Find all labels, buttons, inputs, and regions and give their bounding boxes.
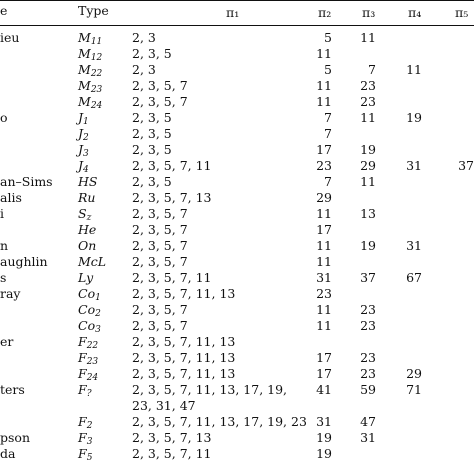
pi1-cell: 2, 3, 5, 7, 11 [132, 270, 212, 285]
type-subscript: 2 [83, 133, 89, 143]
pi2-cell: 11 [316, 206, 332, 221]
pi1-cell: 2, 3, 5, 7, 11, 13 [132, 286, 236, 301]
type-cell: $Co_1$ [78, 286, 101, 303]
type-subscript: z [86, 213, 92, 223]
pi2-cell: 11 [316, 94, 332, 109]
pi2-cell: 11 [316, 318, 332, 333]
pi3-cell: 23 [360, 94, 376, 109]
pi4-cell: 31 [406, 238, 422, 253]
type-cell: $J_3$ [78, 142, 89, 159]
pi2-cell: 23 [316, 286, 332, 301]
type-subscript: 3 [86, 437, 93, 447]
type-subscript: 23 [86, 357, 99, 367]
type-subscript: 22 [86, 341, 99, 351]
group-name-cell: pson [0, 430, 30, 445]
group-name-cell: ieu [0, 30, 20, 45]
pi2-cell: 11 [316, 254, 332, 269]
type-cell: $F_?$ [78, 382, 92, 399]
type-cell: $F_2$ [78, 414, 93, 431]
pi2-cell: 31 [316, 414, 332, 429]
pi3-cell: 11 [360, 110, 376, 125]
type-subscript: 24 [86, 373, 99, 383]
top-rule [0, 0, 474, 1]
pi1-cell: 2, 3, 5, 7, 11, 13 [132, 334, 236, 349]
pi2-cell: 17 [316, 142, 332, 157]
pi3-cell: 7 [368, 62, 376, 77]
header-pi4: π₄ [408, 5, 422, 20]
pi4-cell: 31 [406, 158, 422, 173]
type-cell: $M_{23}$ [78, 78, 103, 95]
type-cell: $Co_2$ [78, 302, 101, 319]
pi1-cell: 2, 3 [132, 30, 156, 45]
group-name-cell: er [0, 334, 14, 349]
type-subscript: 1 [83, 117, 89, 127]
pi2-cell: 5 [324, 30, 332, 45]
pi2-cell: 5 [324, 62, 332, 77]
type-subscript: 12 [90, 53, 103, 63]
type-subscript: 1 [95, 293, 101, 303]
pi1-cell: 2, 3, 5, 7, 13 [132, 190, 212, 205]
type-subscript: 3 [83, 149, 89, 159]
header-pi5: π₅ [455, 5, 469, 20]
type-cell: McL [78, 254, 107, 269]
pi3-cell: 11 [360, 174, 376, 189]
type-subscript: 3 [95, 325, 101, 335]
group-name-cell: da [0, 446, 16, 461]
group-name-cell: n [0, 238, 9, 253]
header-pi3: π₃ [362, 5, 376, 20]
pi3-cell: 11 [360, 30, 376, 45]
type-cell: $S_z$ [78, 206, 92, 223]
pi2-cell: 17 [316, 222, 332, 237]
type-cell: On [78, 238, 97, 253]
type-cell: $M_{12}$ [78, 46, 103, 63]
pi1-cell: 2, 3, 5, 7 [132, 302, 188, 317]
pi5-cell: 37 [458, 158, 474, 173]
pi4-cell: 19 [406, 110, 422, 125]
pi2-cell: 11 [316, 238, 332, 253]
pi3-cell: 23 [360, 302, 376, 317]
type-subscript: 4 [83, 165, 89, 175]
type-subscript: 5 [86, 453, 93, 463]
pi2-cell: 31 [316, 270, 332, 285]
header-type: Type [78, 3, 109, 18]
type-subscript: 23 [90, 85, 103, 95]
pi2-cell: 7 [324, 126, 332, 141]
pi2-cell: 7 [324, 110, 332, 125]
type-cell: HS [78, 174, 98, 189]
type-cell: Ly [78, 270, 94, 285]
type-cell: $J_1$ [78, 110, 89, 127]
group-name-cell: i [0, 206, 4, 221]
type-cell: $F_{22}$ [78, 334, 99, 351]
header-rule [0, 25, 474, 26]
type-cell: $J_2$ [78, 126, 89, 143]
pi1-cell: 2, 3, 5, 7, 11, 13, 17, 19, [132, 382, 288, 397]
group-name-cell: ters [0, 382, 25, 397]
pi4-cell: 71 [406, 382, 422, 397]
pi3-cell: 23 [360, 318, 376, 333]
type-cell: He [78, 222, 97, 237]
pi2-cell: 7 [324, 174, 332, 189]
pi1-cell: 2, 3, 5, 7, 11, 13 [132, 366, 236, 381]
type-cell: Ru [78, 190, 96, 205]
pi1-cell: 2, 3, 5 [132, 110, 172, 125]
header-group: e [0, 3, 8, 18]
pi1-cell: 2, 3, 5, 7 [132, 78, 188, 93]
pi4-cell: 29 [406, 366, 422, 381]
pi3-cell: 23 [360, 78, 376, 93]
pi1-cell: 2, 3, 5, 7, 11, 13 [132, 350, 236, 365]
pi3-cell: 19 [360, 238, 376, 253]
pi1-cell: 2, 3, 5, 7 [132, 222, 188, 237]
pi1-cell-continued: 23, 31, 47 [132, 398, 196, 413]
pi2-cell: 19 [316, 430, 332, 445]
type-subscript: ? [86, 389, 92, 399]
type-cell: $J_4$ [78, 158, 89, 175]
type-cell: $M_{11}$ [78, 30, 103, 47]
pi2-cell: 11 [316, 46, 332, 61]
header-pi1: π₁ [226, 5, 240, 20]
group-name-cell: alis [0, 190, 22, 205]
pi1-cell: 2, 3, 5, 7 [132, 206, 188, 221]
group-name-cell: an–Sims [0, 174, 53, 189]
pi2-cell: 17 [316, 366, 332, 381]
pi3-cell: 37 [360, 270, 376, 285]
type-cell: $F_5$ [78, 446, 93, 463]
pi3-cell: 13 [360, 206, 376, 221]
type-cell: $F_{24}$ [78, 366, 99, 383]
pi1-cell: 2, 3, 5, 7, 11 [132, 446, 212, 461]
pi3-cell: 29 [360, 158, 376, 173]
pi1-cell: 2, 3, 5 [132, 46, 172, 61]
type-cell: $Co_3$ [78, 318, 101, 335]
type-cell: $M_{24}$ [78, 94, 103, 111]
pi1-cell: 2, 3, 5, 7, 13 [132, 430, 212, 445]
pi1-cell: 2, 3, 5, 7 [132, 318, 188, 333]
type-subscript: 24 [90, 101, 103, 111]
type-subscript: 11 [90, 37, 103, 47]
type-subscript: 2 [95, 309, 101, 319]
pi1-cell: 2, 3 [132, 62, 156, 77]
pi4-cell: 11 [406, 62, 422, 77]
header-pi2: π₂ [318, 5, 332, 20]
pi3-cell: 23 [360, 350, 376, 365]
pi3-cell: 59 [360, 382, 376, 397]
pi2-cell: 11 [316, 78, 332, 93]
group-name-cell: ray [0, 286, 21, 301]
pi4-cell: 67 [406, 270, 422, 285]
pi3-cell: 47 [360, 414, 376, 429]
pi1-cell: 2, 3, 5 [132, 174, 172, 189]
type-cell: $M_{22}$ [78, 62, 103, 79]
pi1-cell: 2, 3, 5, 7 [132, 254, 188, 269]
group-name-cell: aughlin [0, 254, 48, 269]
pi1-cell: 2, 3, 5, 7, 11, 13, 17, 19, 23 [132, 414, 307, 429]
pi2-cell: 11 [316, 302, 332, 317]
pi2-cell: 19 [316, 446, 332, 461]
type-cell: $F_{23}$ [78, 350, 99, 367]
pi1-cell: 2, 3, 5 [132, 142, 172, 157]
pi2-cell: 17 [316, 350, 332, 365]
pi3-cell: 23 [360, 366, 376, 381]
type-cell: $F_3$ [78, 430, 93, 447]
pi1-cell: 2, 3, 5, 7 [132, 94, 188, 109]
pi1-cell: 2, 3, 5, 7, 11 [132, 158, 212, 173]
group-name-cell: s [0, 270, 7, 285]
pi2-cell: 29 [316, 190, 332, 205]
pi1-cell: 2, 3, 5 [132, 126, 172, 141]
pi2-cell: 23 [316, 158, 332, 173]
pi1-cell: 2, 3, 5, 7 [132, 238, 188, 253]
pi3-cell: 31 [360, 430, 376, 445]
group-name-cell: o [0, 110, 8, 125]
pi2-cell: 41 [316, 382, 332, 397]
type-subscript: 22 [90, 69, 103, 79]
pi3-cell: 19 [360, 142, 376, 157]
type-subscript: 2 [86, 421, 93, 431]
